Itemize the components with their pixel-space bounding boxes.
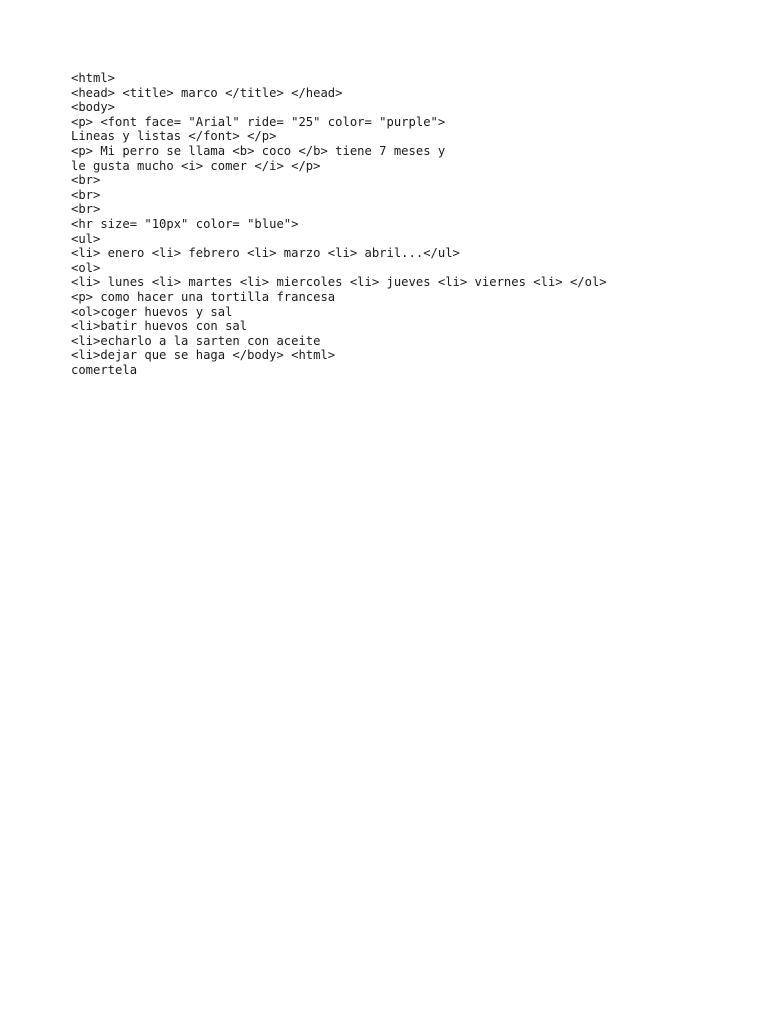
code-line: <li>batir huevos con sal: [71, 319, 248, 334]
code-line: <li>echarlo a la sarten con aceite: [71, 333, 321, 348]
code-line: <br>: [71, 202, 101, 217]
code-line: le gusta mucho <i> comer </i> </p>: [71, 158, 321, 173]
code-line: <li> enero <li> febrero <li> marzo <li> abril...</ul>: [71, 246, 460, 261]
code-line: <ol>: [71, 260, 101, 275]
code-line: <head> <title> marco </title> </head>: [71, 85, 343, 100]
code-line: Lineas y listas </font> </p>: [71, 129, 277, 144]
code-line: <li>dejar que se haga </body> <html>: [71, 348, 336, 363]
code-line: comertela: [71, 362, 138, 377]
code-line: <hr size= "10px" color= "blue">: [71, 216, 299, 231]
code-line: <p> como hacer una tortilla francesa: [71, 289, 336, 304]
code-line: <body>: [71, 100, 116, 115]
code-line: <br>: [71, 173, 101, 188]
code-text-block: [71, 71, 731, 377]
code-line: <p> <font face= "Arial" ride= "25" color= "purple">: [71, 114, 446, 129]
code-line: <ul>: [71, 231, 101, 246]
code-line: <p> Mi perro se llama <b> coco </b> tiene 7 meses y: [71, 143, 446, 158]
code-line: <html>: [71, 71, 116, 85]
code-line: <ol>coger huevos y sal: [71, 304, 233, 319]
code-line: <br>: [71, 187, 101, 202]
code-line: <li> lunes <li> martes <li> miercoles <li> jueves <li> viernes <li> </ol>: [71, 275, 607, 290]
